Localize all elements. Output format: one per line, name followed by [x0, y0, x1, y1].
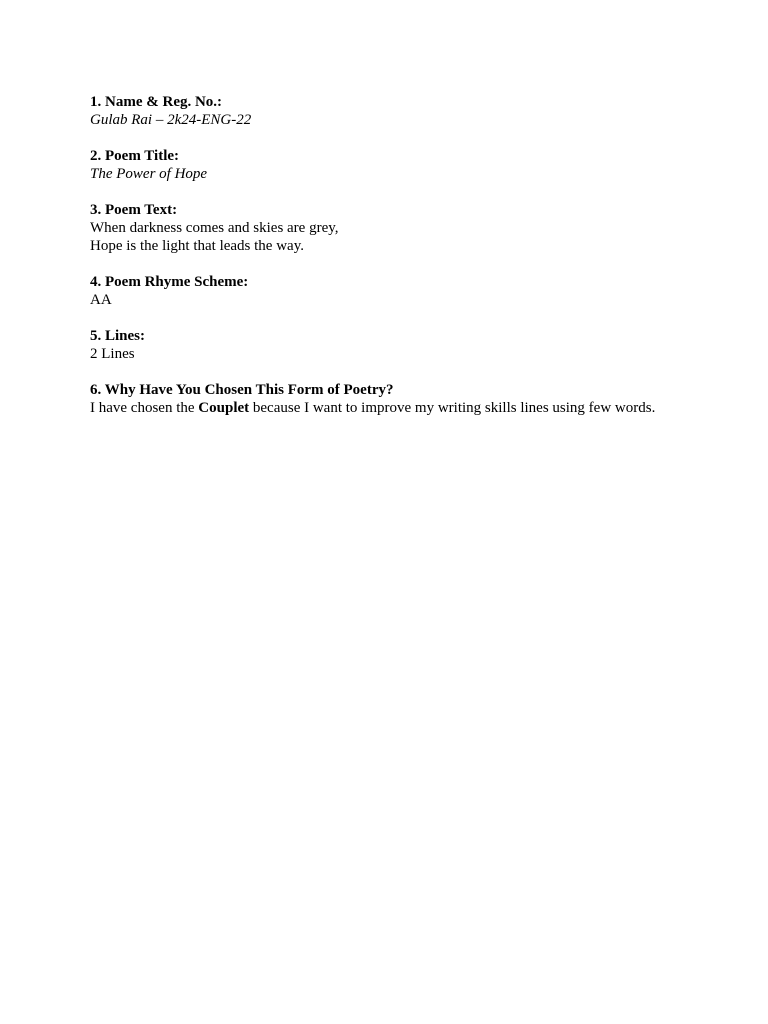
poem-line: When darkness comes and skies are grey, [90, 220, 339, 236]
why-form-answer-before: I have chosen the [90, 400, 199, 416]
section-heading: 1. Name & Reg. No.: [90, 94, 223, 110]
section-heading: 3. Poem Text: [90, 202, 178, 218]
section-heading: 4. Poem Rhyme Scheme: [90, 274, 249, 290]
why-form-answer-bold: Couplet [198, 400, 250, 416]
section-why-form [90, 381, 750, 417]
section-heading: 2. Poem Title: [90, 148, 180, 164]
section-rhyme-scheme [90, 273, 750, 309]
section-heading: 6. Why Have You Chosen This Form of Poetry? [90, 382, 394, 398]
why-form-answer [90, 399, 750, 417]
poem-title-value: The Power of Hope [90, 166, 208, 182]
section-heading: 5. Lines: [90, 328, 146, 344]
poem-line: Hope is the light that leads the way. [90, 238, 304, 254]
name-reg-value: Gulab Rai – 2k24-ENG-22 [90, 112, 252, 128]
section-poem-title [90, 147, 750, 183]
document-page [90, 93, 750, 435]
section-name-reg [90, 93, 750, 129]
why-form-answer-after: because I want to improve my writing skills lines using few words. [249, 400, 656, 416]
section-poem-text [90, 201, 750, 255]
section-lines [90, 327, 750, 363]
lines-count-value: 2 Lines [90, 346, 135, 362]
rhyme-scheme-value: AA [90, 292, 112, 308]
